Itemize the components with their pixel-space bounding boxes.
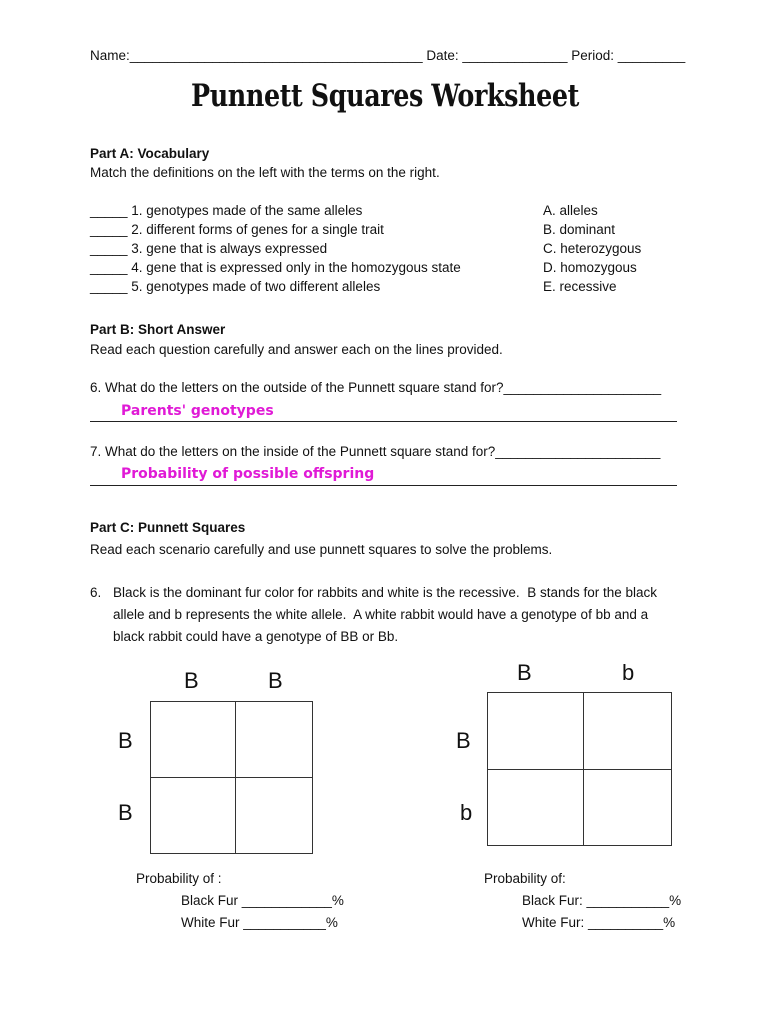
- left-black-fur-blank[interactable]: Black Fur ____________%: [181, 893, 344, 908]
- problem-line-1: Black is the dominant fur color for rabbits and white is the recessive. B stands for the black: [113, 585, 658, 600]
- part-b-heading: Part B: Short Answer: [90, 322, 226, 337]
- right-black-fur-blank[interactable]: Black Fur: ___________%: [522, 893, 682, 908]
- left-top-allele-1: B: [184, 668, 199, 693]
- term-d: D. homozygous: [543, 260, 637, 275]
- term-b: B. dominant: [543, 222, 616, 237]
- right-grid-divider-h: [488, 769, 671, 770]
- problem-number: 6.: [90, 585, 102, 600]
- part-c-heading: Part C: Punnett Squares: [90, 520, 246, 535]
- left-punnett-square: [150, 701, 313, 854]
- term-e: E. recessive: [543, 279, 617, 294]
- question-7: 7. What do the letters on the inside of the Punnett square stand for?______________________: [90, 444, 661, 459]
- term-c: C. heterozygous: [543, 241, 642, 256]
- left-grid-divider-h: [151, 777, 312, 778]
- left-probability-heading: Probability of :: [136, 871, 222, 886]
- part-c-instructions: Read each scenario carefully and use punnett squares to solve the problems.: [90, 542, 553, 557]
- definition-5[interactable]: _____ 5. genotypes made of two different alleles: [90, 279, 381, 294]
- left-side-allele-1: B: [118, 728, 133, 753]
- definition-2[interactable]: _____ 2. different forms of genes for a single trait: [90, 222, 384, 237]
- right-top-allele-1: B: [517, 660, 532, 685]
- part-a-heading: Part A: Vocabulary: [90, 146, 210, 161]
- part-b-instructions: Read each question carefully and answer each on the lines provided.: [90, 342, 503, 357]
- problem-line-2: allele and b represents the white allele. A white rabbit would have a genotype of bb and a: [113, 607, 649, 622]
- name-date-period-line[interactable]: Name:_______________________________________ Date: ______________ Period: _________: [90, 48, 686, 63]
- definition-4[interactable]: _____ 4. gene that is expressed only in the homozygous state: [90, 260, 461, 275]
- worksheet-title: Punnett Squares Worksheet: [191, 78, 579, 114]
- term-a: A. alleles: [543, 203, 598, 218]
- answer-6[interactable]: Parents' genotypes: [121, 403, 274, 419]
- answer-line-6: [90, 421, 677, 422]
- left-white-fur-blank[interactable]: White Fur ___________%: [181, 915, 338, 930]
- right-probability-heading: Probability of:: [484, 871, 566, 886]
- definition-3[interactable]: _____ 3. gene that is always expressed: [90, 241, 328, 256]
- right-white-fur-blank[interactable]: White Fur: __________%: [522, 915, 676, 930]
- right-top-allele-2: b: [622, 660, 635, 685]
- left-top-allele-2: B: [268, 668, 283, 693]
- part-a-instructions: Match the definitions on the left with the terms on the right.: [90, 165, 440, 180]
- left-side-allele-2: B: [118, 800, 133, 825]
- right-side-allele-2: b: [460, 800, 473, 825]
- right-side-allele-1: B: [456, 728, 471, 753]
- question-6: 6. What do the letters on the outside of the Punnett square stand for?_____________________: [90, 380, 662, 395]
- answer-line-7: [90, 485, 677, 486]
- problem-line-3: black rabbit could have a genotype of BB or Bb.: [113, 629, 399, 644]
- definition-1[interactable]: _____ 1. genotypes made of the same alleles: [90, 203, 363, 218]
- answer-7[interactable]: Probability of possible offspring: [121, 466, 375, 482]
- right-punnett-square: [487, 692, 672, 846]
